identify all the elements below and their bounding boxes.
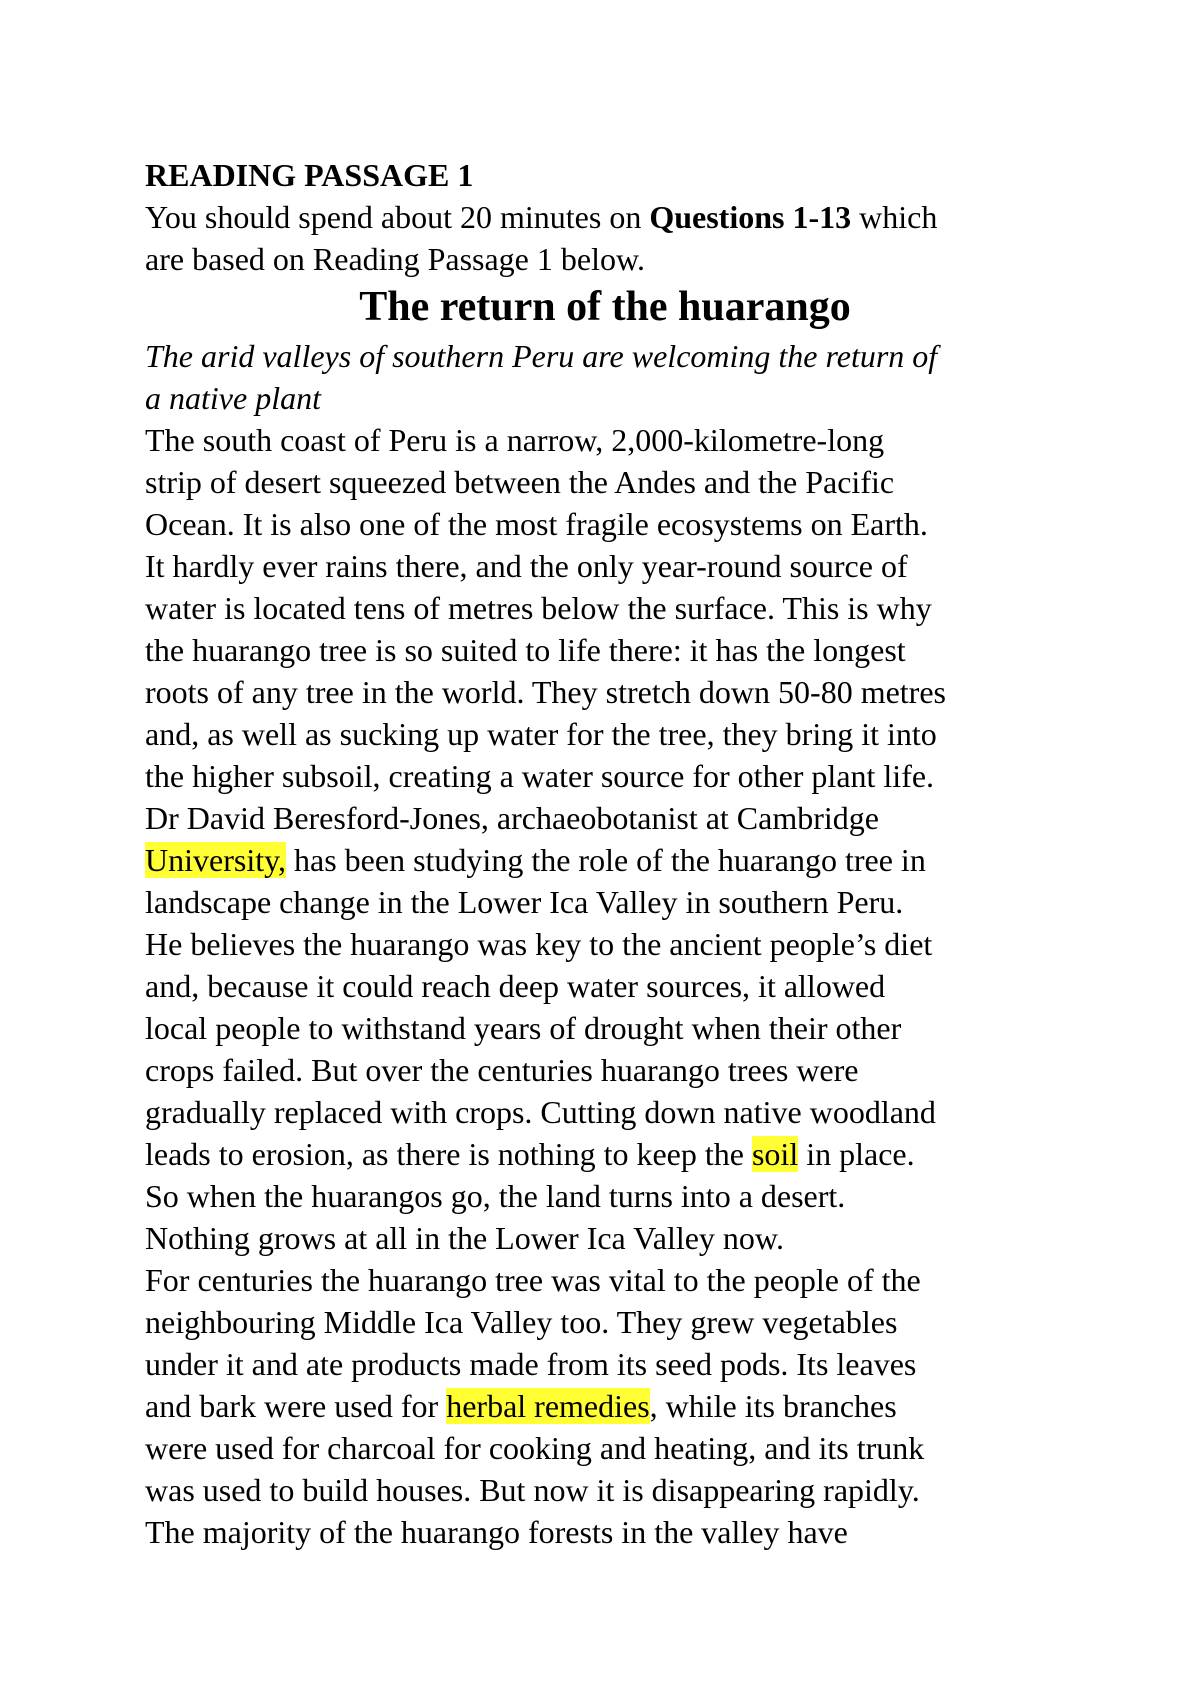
body-line: Dr David Beresford-Jones, archaeobotanist at Cambridge — [145, 800, 879, 836]
body-line: local people to withstand years of drought when their other — [145, 1010, 902, 1046]
article-subtitle-line-1: The arid valleys of southern Peru are welcoming the return of — [145, 338, 938, 374]
body-line: crops failed. But over the centuries huarango trees were — [145, 1052, 859, 1088]
instruction-line-2: are based on Reading Passage 1 below. — [145, 241, 645, 277]
article-subtitle-line-2: a native plant — [145, 380, 321, 416]
body-line: landscape change in the Lower Ica Valley in southern Peru. — [145, 884, 904, 920]
highlight-herbal-remedies: herbal remedies — [446, 1388, 650, 1424]
article-title: The return of the huarango — [359, 284, 851, 330]
body-line: were used for charcoal for cooking and heating, and its trunk — [145, 1430, 925, 1466]
passage-heading: READING PASSAGE 1 — [145, 157, 474, 193]
body-line: The majority of the huarango forests in the valley have — [145, 1514, 848, 1550]
instruction-text-end: which — [851, 199, 938, 235]
body-line — [145, 1133, 1075, 1175]
highlight-soil: soil — [751, 1136, 799, 1172]
body-text: has been studying the role of the huarango tree in — [286, 842, 926, 878]
body-line: and, as well as sucking up water for the tree, they bring it into — [145, 716, 937, 752]
body-line — [145, 1385, 1075, 1427]
body-line: So when the huarangos go, the land turns into a desert. — [145, 1178, 846, 1214]
instruction-text: You should spend about 20 minutes on — [145, 199, 650, 235]
body-line: It hardly ever rains there, and the only year-round source of — [145, 548, 908, 584]
instruction-line-1 — [145, 196, 1075, 238]
body-line: For centuries the huarango tree was vital to the people of the — [145, 1262, 921, 1298]
body-text: and bark were used for — [145, 1388, 447, 1424]
body-line: roots of any tree in the world. They stretch down 50-80 metres — [145, 674, 946, 710]
body-line: water is located tens of metres below the surface. This is why — [145, 590, 932, 626]
body-line: the huarango tree is so suited to life there: it has the longest — [145, 632, 906, 668]
body-line: He believes the huarango was key to the ancient people’s diet — [145, 926, 933, 962]
body-line: strip of desert squeezed between the Andes and the Pacific — [145, 464, 895, 500]
body-line: gradually replaced with crops. Cutting down native woodland — [145, 1094, 936, 1130]
body-line: under it and ate products made from its seed pods. Its leaves — [145, 1346, 917, 1382]
body-line: the higher subsoil, creating a water source for other plant life. — [145, 758, 935, 794]
body-line: and, because it could reach deep water sources, it allowed — [145, 968, 886, 1004]
body-line: Nothing grows at all in the Lower Ica Valley now. — [145, 1220, 784, 1256]
body-line: The south coast of Peru is a narrow, 2,000-kilometre-long — [145, 422, 885, 458]
body-text: in place. — [798, 1136, 915, 1172]
body-line: was used to build houses. But now it is disappearing rapidly. — [145, 1472, 920, 1508]
body-text: , while its branches — [649, 1388, 897, 1424]
body-line — [145, 839, 1075, 881]
document-page — [145, 154, 1075, 1553]
body-line: neighbouring Middle Ica Valley too. They grew vegetables — [145, 1304, 898, 1340]
highlight-university: University, — [145, 842, 287, 878]
instruction-questions: Questions 1-13 — [649, 199, 852, 235]
body-line: Ocean. It is also one of the most fragile ecosystems on Earth. — [145, 506, 928, 542]
body-text: leads to erosion, as there is nothing to keep the — [145, 1136, 752, 1172]
